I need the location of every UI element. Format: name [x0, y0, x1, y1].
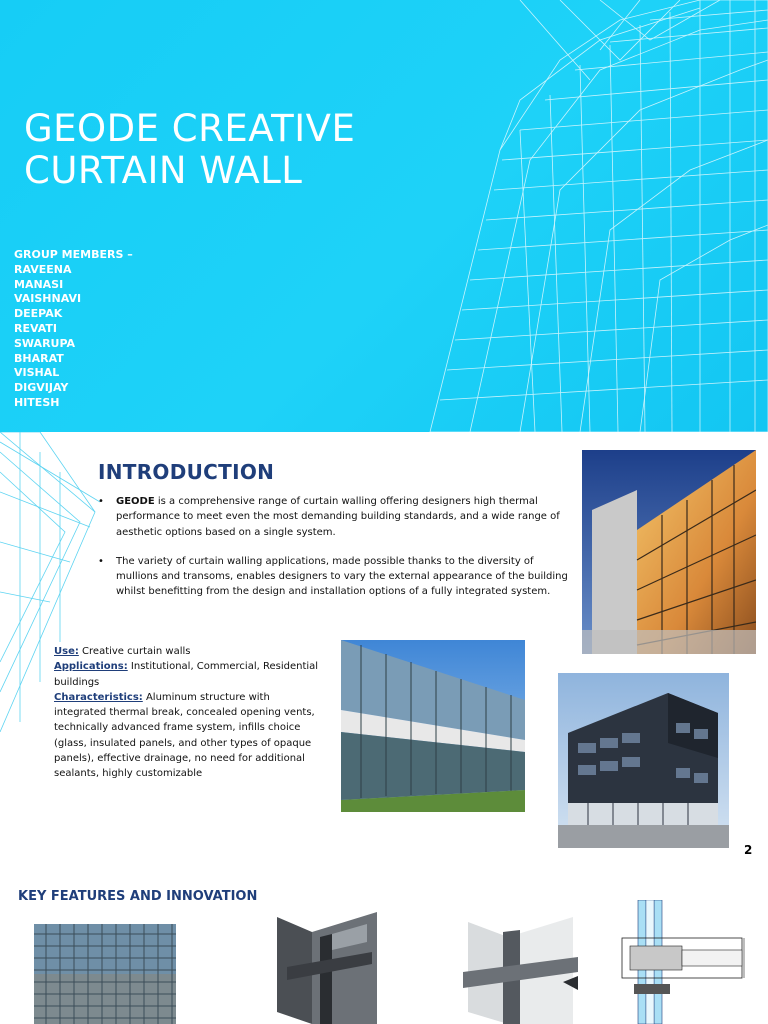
applications-label: Applications:: [54, 661, 128, 673]
member-name: HITESH: [14, 395, 60, 409]
applications-line: [54, 659, 322, 690]
use-line: [54, 644, 322, 659]
characteristics-line: [54, 690, 322, 782]
group-members-label: GROUP MEMBERS –: [14, 248, 133, 261]
photo-glass-grid-facade: [34, 924, 176, 1024]
member-name: VAISHNAVI: [14, 292, 82, 306]
bullet-variety: [98, 554, 568, 600]
member-name: RAVEENA: [14, 262, 72, 276]
introduction-heading: INTRODUCTION: [98, 460, 275, 484]
introduction-slide: [0, 432, 768, 864]
bullet-geode-text: is a comprehensive range of curtain walling offering designers high thermal performance to meet even the most demanding building standards, and a wide range of aesthetic options based on a single system.: [116, 496, 560, 538]
title-slide: [0, 0, 768, 432]
characteristics-text: Aluminum structure with integrated thermal break, concealed opening vents, technically advanced frame system, infills choice (glass, insulated panels, and other types of opaque panels), effective drainage, no need for additional sealants, highly customizable: [54, 691, 315, 780]
introduction-bullets: [98, 494, 568, 614]
bullet-geode: [98, 494, 568, 540]
title-line-1: GEODE CREATIVE: [24, 107, 356, 150]
photo-long-glass-building: [341, 640, 525, 812]
presentation-title: [24, 108, 355, 192]
member-name: MANASI: [14, 277, 64, 291]
photo-dark-cubic-building: [558, 673, 729, 848]
mullion-section-render-dark: [272, 912, 382, 1024]
member-name: SWARUPA: [14, 336, 76, 350]
member-name: DIGVIJAY: [14, 381, 69, 395]
use-text: Creative curtain walls: [78, 646, 191, 657]
page-number: 2: [744, 843, 753, 857]
member-name: DEEPAK: [14, 307, 63, 321]
key-features-slide: [0, 864, 768, 1024]
characteristics-label: Characteristics:: [54, 691, 143, 703]
title-line-2: CURTAIN WALL: [24, 149, 303, 192]
use-label: Use:: [54, 646, 79, 657]
bullet-dot-icon: •: [98, 496, 104, 507]
photo-golden-glass-facade: [582, 450, 756, 654]
system-details: [54, 644, 322, 782]
mullion-section-render-light: [458, 912, 583, 1024]
applications-text: Institutional, Commercial, Residential buildings: [54, 661, 319, 688]
member-name: REVATI: [14, 321, 58, 335]
technical-section-drawing: [612, 900, 752, 1024]
group-members-list: [14, 248, 133, 411]
geode-name: GEODE: [116, 496, 155, 507]
bullet-dot-icon: •: [98, 555, 104, 567]
bullet-variety-text: The variety of curtain walling applications, made possible thanks to the diversity of mullions and transoms, enables designers to vary the external appearance of the building whilst benefitting from the design and installation options of a fully integrated system.: [116, 555, 568, 598]
member-name: BHARAT: [14, 351, 64, 365]
key-features-heading: KEY FEATURES AND INNOVATION: [18, 889, 258, 904]
member-name: VISHAL: [14, 366, 60, 380]
